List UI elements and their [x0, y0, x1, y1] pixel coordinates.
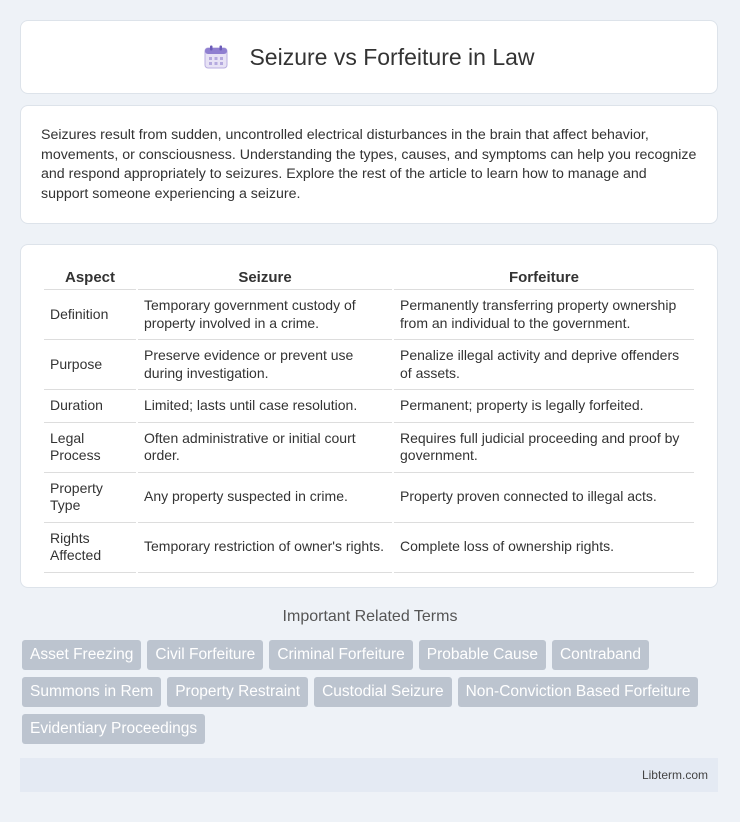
- table-cell: Temporary restriction of owner's rights.: [138, 523, 392, 573]
- table-row: [44, 340, 694, 390]
- tag-link[interactable]: Evidentiary Proceedings: [22, 714, 205, 744]
- comparison-card: [20, 244, 718, 588]
- column-header: Aspect: [44, 265, 136, 290]
- tag-link[interactable]: Civil Forfeiture: [147, 640, 263, 670]
- calendar-icon: [203, 44, 229, 70]
- footer: [20, 758, 718, 792]
- table-cell: Definition: [44, 290, 136, 340]
- table-cell: Often administrative or initial court order.: [138, 423, 392, 473]
- table-row: [44, 290, 694, 340]
- table-cell: Property Type: [44, 473, 136, 523]
- table-row: [44, 523, 694, 573]
- table-cell: Legal Process: [44, 423, 136, 473]
- page-title: Seizure vs Forfeiture in Law: [249, 43, 535, 70]
- tag-link[interactable]: Criminal Forfeiture: [269, 640, 412, 670]
- column-header: Seizure: [138, 265, 392, 290]
- table-cell: Permanent; property is legally forfeited.: [394, 390, 694, 423]
- column-header: Forfeiture: [394, 265, 694, 290]
- tag-link[interactable]: Non-Conviction Based Forfeiture: [458, 677, 699, 707]
- intro-card: [20, 105, 718, 224]
- table-cell: Penalize illegal activity and deprive offenders of assets.: [394, 340, 694, 390]
- tag-link[interactable]: Contraband: [552, 640, 649, 670]
- table-row: [44, 390, 694, 423]
- table-cell: Preserve evidence or prevent use during investigation.: [138, 340, 392, 390]
- tag-link[interactable]: Property Restraint: [167, 677, 308, 707]
- tag-link[interactable]: Summons in Rem: [22, 677, 161, 707]
- header-card: [20, 20, 718, 94]
- tag-link[interactable]: Custodial Seizure: [314, 677, 451, 707]
- related-terms-title: Important Related Terms: [282, 608, 458, 625]
- comparison-table: [42, 265, 696, 573]
- table-cell: Requires full judicial proceeding and proof by government.: [394, 423, 694, 473]
- intro-text: Seizures result from sudden, uncontrolled electrical disturbances in the brain that affect behavior, movements, or consciousness. Understanding the types, causes, and symptoms can help you recognize and respond appropriately to seizures. Explore the rest of the article to learn how to manage and support someone experiencing a seizure.: [41, 127, 697, 202]
- table-cell: Duration: [44, 390, 136, 423]
- table-cell: Purpose: [44, 340, 136, 390]
- table-cell: Permanently transferring property ownership from an individual to the government.: [394, 290, 694, 340]
- related-terms-list: [22, 640, 722, 751]
- table-cell: Complete loss of ownership rights.: [394, 523, 694, 573]
- tag-link[interactable]: Probable Cause: [419, 640, 546, 670]
- table-row: [44, 423, 694, 473]
- table-cell: Property proven connected to illegal acts.: [394, 473, 694, 523]
- table-cell: Limited; lasts until case resolution.: [138, 390, 392, 423]
- table-header-row: [44, 265, 694, 290]
- table-cell: Temporary government custody of property involved in a crime.: [138, 290, 392, 340]
- table-cell: Any property suspected in crime.: [138, 473, 392, 523]
- footer-site-link[interactable]: Libterm.com: [641, 768, 708, 782]
- tag-link[interactable]: Asset Freezing: [22, 640, 141, 670]
- table-row: [44, 473, 694, 523]
- table-cell: Rights Affected: [44, 523, 136, 573]
